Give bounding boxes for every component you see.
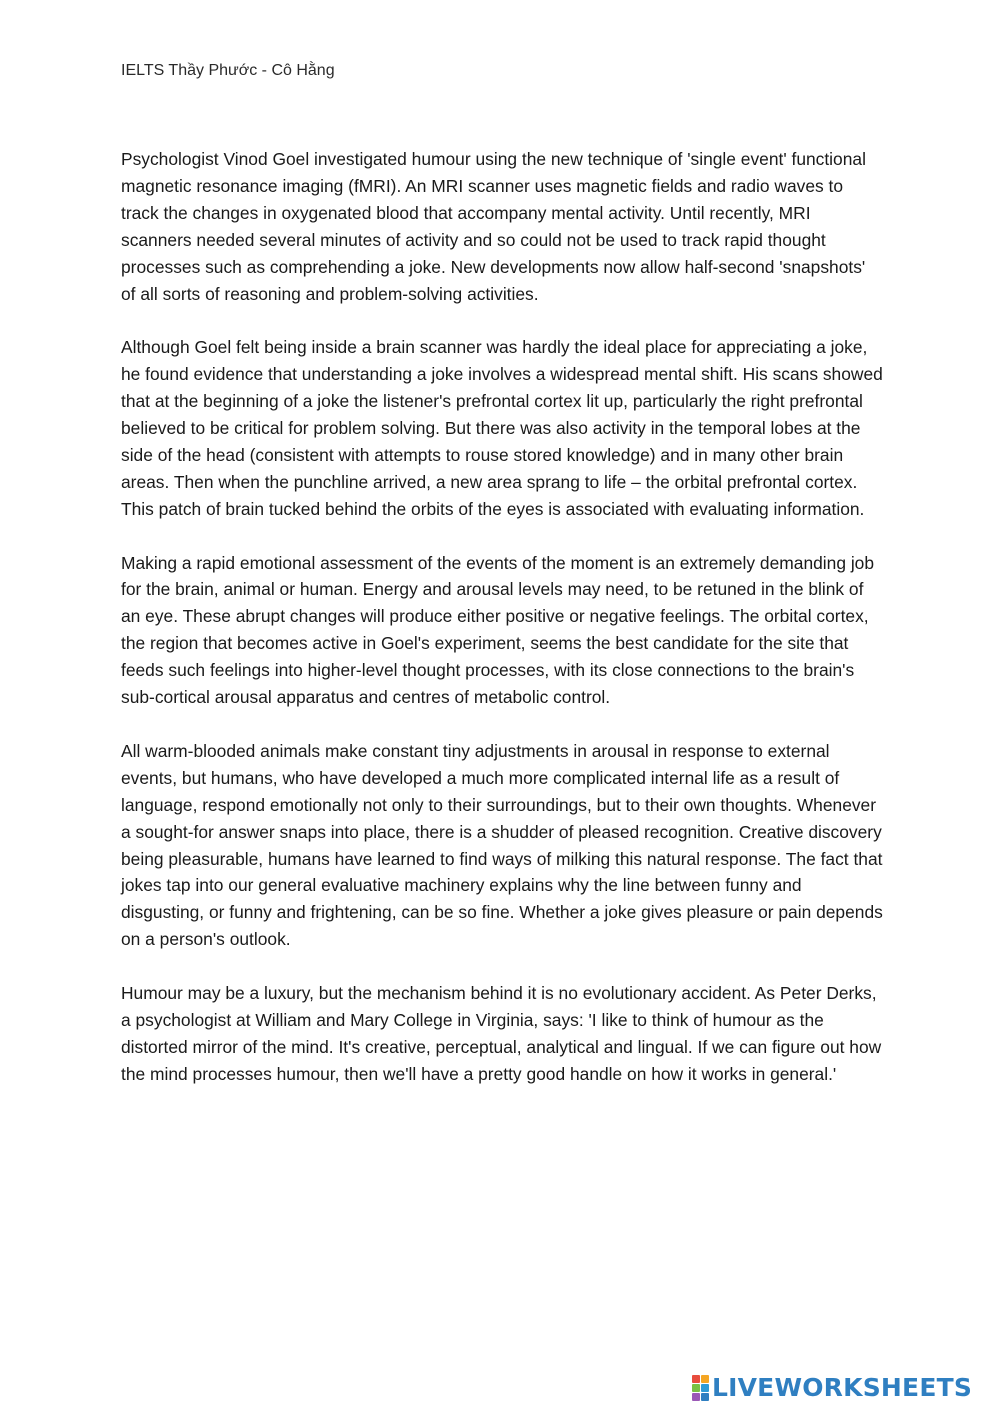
liveworksheets-watermark xyxy=(692,1374,972,1402)
paragraph-1: Psychologist Vinod Goel investigated humour using the new technique of 'single event' functional magnetic resonance imaging (fMRI). An MRI scanner uses magnetic fields and radio waves to track the changes in oxygenated blood that accompany mental activity. Until recently, MRI scanners needed several minutes of activity and so could not be used to track rapid thought processes such as comprehending a joke. New developments now allow half-second 'snapshots' of all sorts of reasoning and problem-solving activities. xyxy=(121,149,866,304)
logo-square xyxy=(692,1384,700,1392)
paragraph-2: Although Goel felt being inside a brain scanner was hardly the ideal place for appreciating a joke, he found evidence that understanding a joke involves a widespread mental shift. His scans showed that at the beginning of a joke the listener's prefrontal cortex lit up, particularly the right prefrontal believed to be critical for problem solving. But there was also activity in the temporal lobes at the side of the head (consistent with attempts to rouse stored knowledge) and in many other brain areas. Then when the punchline arrived, a new area sprang to life – the orbital prefrontal cortex. This patch of brain tucked behind the orbits of the eyes is associated with evaluating information. xyxy=(121,337,883,519)
paragraph-3: Making a rapid emotional assessment of the events of the moment is an extremely demanding job for the brain, animal or human. Energy and arousal levels may need, to be retuned in the blink of an eye. These abrupt changes will produce either positive or negative feelings. The orbital cortex, the region that becomes active in Goel's experiment, seems the best candidate for the site that feeds such feelings into higher-level thought processes, with its close connections to the brain's sub-cortical arousal apparatus and centres of metabolic control. xyxy=(121,552,875,708)
logo-square xyxy=(701,1375,709,1383)
logo-square xyxy=(701,1384,709,1392)
paragraph-4: All warm-blooded animals make constant tiny adjustments in arousal in response to external events, but humans, who have developed a much more complicated internal life as a result of language, respond emotionally not only to their surroundings, but to their own thoughts. Whenever a sought-for answer snaps into place, there is a shudder of pleased recognition. Creative discovery being pleasurable, humans have learned to find ways of milking this natural response. The fact that jokes tap into our general evaluative machinery explains why the line between funny and disgusting, or funny and frightening, can be so fine. Whether a joke gives pleasure or pain depends on a person's outlook. xyxy=(121,740,883,950)
page-header: IELTS Thầy Phước - Cô Hằng xyxy=(121,62,335,79)
logo-square xyxy=(692,1393,700,1401)
article-body xyxy=(121,146,883,1115)
logo-square xyxy=(701,1393,709,1401)
liveworksheets-logo-icon xyxy=(692,1375,709,1401)
watermark-text: LIVEWORKSHEETS xyxy=(712,1373,973,1402)
logo-square xyxy=(692,1375,700,1383)
paragraph-5: Humour may be a luxury, but the mechanism behind it is no evolutionary accident. As Peter Derks, a psychologist at William and Mary College in Virginia, says: 'I like to think of humour as the distorted mirror of the mind. It's creative, perceptual, analytical and lingual. If we can figure out how the mind processes humour, then we'll have a pretty good handle on how it works in general.' xyxy=(121,983,882,1084)
